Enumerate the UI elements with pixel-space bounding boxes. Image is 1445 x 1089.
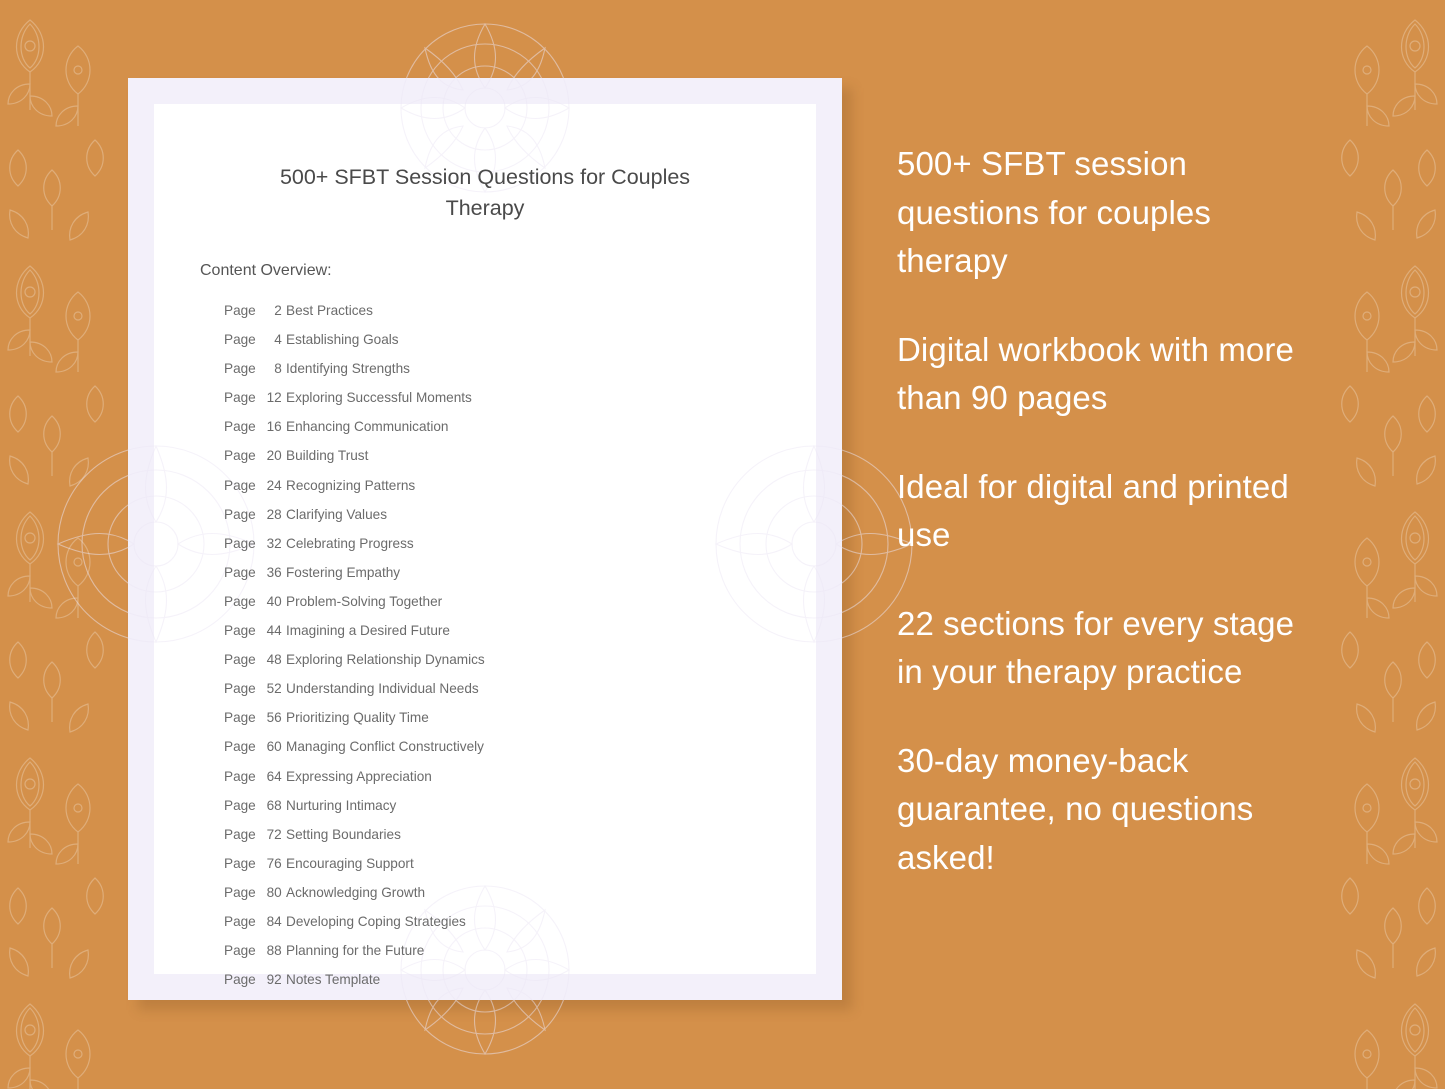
floral-border-right-decoration <box>1325 0 1445 1084</box>
toc-section-title: Developing Coping Strategies <box>286 913 466 929</box>
toc-page-label: Page 12 <box>224 383 286 412</box>
toc-page-label: Page 36 <box>224 558 286 587</box>
toc-page-number: 16 <box>266 419 282 435</box>
toc-section-title: Fostering Empathy <box>286 564 401 580</box>
toc-page-label: Page 28 <box>224 500 286 529</box>
toc-page-label: Page 80 <box>224 878 286 907</box>
toc-section-title: Nurturing Intimacy <box>286 797 397 813</box>
toc-page-label: Page 76 <box>224 849 286 878</box>
toc-page-number: 20 <box>266 448 282 464</box>
toc-row <box>224 412 816 441</box>
marketing-bullet: Ideal for digital and printed use <box>897 467 1289 553</box>
toc-page-label: Page 88 <box>224 936 286 965</box>
toc-row <box>224 383 816 412</box>
toc-section-title: Managing Conflict Constructively <box>286 739 484 755</box>
toc-page-number: 32 <box>266 535 282 551</box>
toc-page-label: Page 8 <box>224 354 286 383</box>
toc-page-label: Page 2 <box>224 296 286 325</box>
toc-page-number: 60 <box>266 739 282 755</box>
toc-section-title: Enhancing Communication <box>286 419 449 435</box>
toc-row <box>224 587 816 616</box>
toc-section-title: Building Trust <box>286 448 369 464</box>
page-content <box>154 104 816 988</box>
toc-row <box>224 529 816 558</box>
content-overview-label: Content Overview: <box>200 262 332 279</box>
toc-section-title: Setting Boundaries <box>286 826 401 842</box>
toc-page-label: Page 32 <box>224 529 286 558</box>
marketing-bullet: 22 sections for every stage in your therapy practice <box>897 604 1295 690</box>
toc-page-number: 44 <box>266 623 282 639</box>
toc-page-number: 36 <box>266 564 282 580</box>
floral-border-left-decoration <box>0 0 120 1084</box>
toc-row <box>224 645 816 674</box>
toc-section-title: Clarifying Values <box>286 506 387 522</box>
toc-page-label: Page 44 <box>224 616 286 645</box>
toc-page-number: 80 <box>266 884 282 900</box>
marketing-bullet: 500+ SFBT session questions for couples therapy <box>897 145 1211 279</box>
toc-page-label: Page 16 <box>224 412 286 441</box>
toc-section-title: Imagining a Desired Future <box>286 623 450 639</box>
toc-page-number: 40 <box>266 593 282 609</box>
toc-page-number: 72 <box>266 826 282 842</box>
document-preview <box>128 78 842 1000</box>
toc-page-number: 12 <box>266 390 282 406</box>
toc-page-number: 88 <box>266 943 282 959</box>
toc-page-label: Page 72 <box>224 820 286 849</box>
toc-section-title: Exploring Successful Moments <box>286 390 472 406</box>
toc-page-number: 2 <box>274 303 282 318</box>
marketing-bullet: Digital workbook with more than 90 pages <box>897 330 1294 416</box>
toc-page-number: 48 <box>266 652 282 668</box>
toc-section-title: Best Practices <box>286 303 373 318</box>
toc-page-label: Page 92 <box>224 965 286 994</box>
toc-page-number: 92 <box>266 972 282 988</box>
toc-page-label: Page 64 <box>224 762 286 791</box>
toc-section-title: Problem-Solving Together <box>286 593 443 609</box>
toc-row <box>224 441 816 470</box>
toc-page-label: Page 40 <box>224 587 286 616</box>
toc-page-label: Page 68 <box>224 791 286 820</box>
toc-row <box>224 849 816 878</box>
toc-page-label: Page 20 <box>224 441 286 470</box>
toc-section-title: Notes Template <box>286 972 381 988</box>
toc-row <box>224 325 816 354</box>
toc-row <box>224 703 816 732</box>
toc-page-label: Page 84 <box>224 907 286 936</box>
toc-row <box>224 936 816 965</box>
toc-section-title: Expressing Appreciation <box>286 768 432 784</box>
toc-section-title: Exploring Relationship Dynamics <box>286 652 485 668</box>
toc-page-label: Page 24 <box>224 471 286 500</box>
toc-row <box>224 791 816 820</box>
toc-section-title: Prioritizing Quality Time <box>286 710 429 726</box>
toc-row <box>224 965 816 994</box>
toc-row <box>224 616 816 645</box>
toc-row <box>224 558 816 587</box>
toc-section-title: Planning for the Future <box>286 943 425 959</box>
toc-section-title: Establishing Goals <box>286 332 399 348</box>
toc-page-number: 68 <box>266 797 282 813</box>
table-of-contents <box>224 296 816 994</box>
toc-page-number: 76 <box>266 855 282 871</box>
toc-page-label: Page 4 <box>224 325 286 354</box>
marketing-bullet: 30-day money-back guarantee, no questions asked! <box>897 741 1254 876</box>
toc-page-number: 56 <box>266 710 282 726</box>
toc-page-number: 28 <box>266 506 282 522</box>
toc-page-number: 84 <box>266 913 282 929</box>
toc-section-title: Acknowledging Growth <box>286 884 426 900</box>
toc-page-label: Page 52 <box>224 674 286 703</box>
toc-row <box>224 762 816 791</box>
toc-row <box>224 674 816 703</box>
toc-row <box>224 296 816 325</box>
toc-page-number: 8 <box>274 361 282 377</box>
toc-row <box>224 907 816 936</box>
marketing-bullets <box>897 140 1327 882</box>
toc-page-number: 24 <box>266 477 282 493</box>
toc-row <box>224 500 816 529</box>
toc-page-number: 52 <box>266 681 282 697</box>
page-border <box>128 78 842 1000</box>
toc-page-number: 4 <box>274 332 282 348</box>
toc-row <box>224 471 816 500</box>
toc-section-title: Celebrating Progress <box>286 535 414 551</box>
document-title: 500+ SFBT Session Questions for Couples Therapy <box>279 165 691 220</box>
toc-row <box>224 354 816 383</box>
toc-row <box>224 878 816 907</box>
toc-page-label: Page 48 <box>224 645 286 674</box>
toc-section-title: Identifying Strengths <box>286 361 410 377</box>
toc-row <box>224 732 816 761</box>
toc-section-title: Recognizing Patterns <box>286 477 416 493</box>
toc-row <box>224 820 816 849</box>
toc-page-label: Page 60 <box>224 732 286 761</box>
toc-section-title: Encouraging Support <box>286 855 414 871</box>
toc-page-label: Page 56 <box>224 703 286 732</box>
toc-section-title: Understanding Individual Needs <box>286 681 479 697</box>
toc-page-number: 64 <box>266 768 282 784</box>
